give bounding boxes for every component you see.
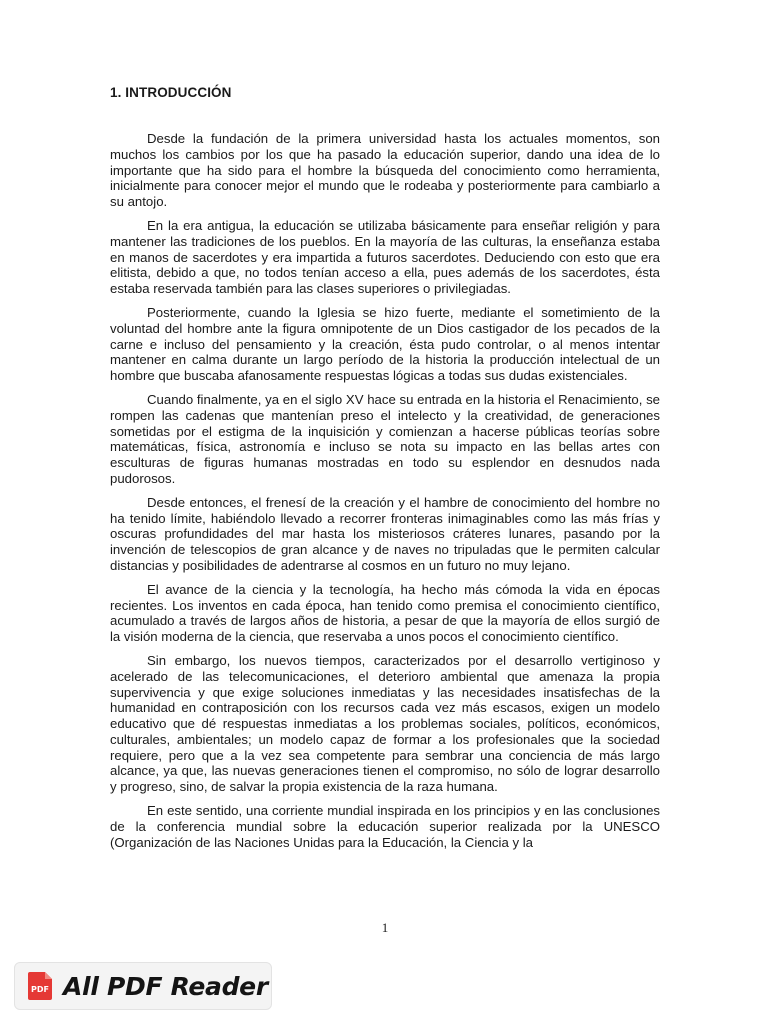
paragraph: Cuando finalmente, ya en el siglo XV hace su entrada en la historia el Renacimiento, se rompen las cadenas que mantenían preso el intelecto y la creatividad, de generaciones sometidas por el estigma de la inquisición y comienzan a hacerse públicas teorías sobre matemáticas, física, astronomía e incluso se nota su impacto en las bellas artes con esculturas de figuras humanas mostradas en todo su esplendor en desnudos nada pudorosos. — [110, 391, 660, 486]
paragraph: Desde la fundación de la primera universidad hasta los actuales momentos, son muchos los cambios por los que ha pasado la educación superior, dando una idea de lo importante que ha sido para el hombre la búsqueda del conocimiento como herramienta, inicialmente para conocer mejor el mundo que le rodeaba y posteriormente para cambiarlo a su antojo. — [110, 131, 660, 210]
paragraph: Desde entonces, el frenesí de la creación y el hambre de conocimiento del hombre no ha tenido límite, habiéndolo llevado a recorrer fronteras inimaginables como las más frías y oscuras profundidades del mar hasta los misteriosos cráteres lunares, pasando por la invención de telescopios de gran alcance y de naves no tripuladas que le permiten calcular distancias y posibilidades de adentrarse al cosmos en un futuro no muy lejano. — [110, 494, 660, 573]
pdf-file-icon — [27, 971, 53, 1001]
page-number: 1 — [381, 920, 389, 935]
paragraph: Posteriormente, cuando la Iglesia se hizo fuerte, mediante el sometimiento de la voluntad del hombre ante la figura omnipotente de un Dios castigador de los pecados de la carne e incluso del pensamiento y la creación, ésta pudo controlar, o al menos intentar mantener en calma durante un largo período de la historia la producción intelectual de un hombre que buscaba afanosamente respuestas lógicas a todas sus dudas existenciales. — [110, 304, 660, 384]
pdf-icon-text: PDF — [31, 985, 49, 994]
app-watermark-badge[interactable] — [14, 962, 272, 1010]
paragraph: En este sentido, una corriente mundial inspirada en los principios y en las conclusiones de la conferencia mundial sobre la educación superior realizada por la UNESCO (Organización de las Naciones Unidas para la Educación, la Ciencia y la — [110, 803, 660, 850]
paragraph: En la era antigua, la educación se utilizaba básicamente para enseñar religión y para mantener las tradiciones de los pueblos. En la mayoría de las culturas, la enseñanza estaba en manos de sacerdotes y era impartida a futuros sacerdotes. Deduciendo con esto que era elitista, debido a que, no todos tenían acceso a ella, pues además de los sacerdotes, ésta estaba reservada también para las clases superiores o privilegiadas. — [110, 217, 660, 297]
paragraph: El avance de la ciencia y la tecnología, ha hecho más cómoda la vida en épocas recientes. Los inventos en cada época, han tenido como premisa el conocimiento científico, acumulado a través de largos años de historia, a pesar de que la mayoría de ellos surgió de la visión moderna de la ciencia, que reservaba a unos pocos el conocimiento científico. — [110, 581, 660, 645]
section-heading: 1. INTRODUCCIÓN — [110, 85, 232, 100]
paragraph: Sin embargo, los nuevos tiempos, caracterizados por el desarrollo vertiginoso y acelerado de las telecomunicaciones, el deterioro ambiental que amenaza la propia supervivencia y que exige soluciones inmediatas y las necesidades insatisfechas de la humanidad en contraposición con los recursos cada vez más escasos, exigen un modelo educativo que dé respuestas inmediatas a los problemas sociales, políticos, económicos, culturales, ambientales; un modelo capaz de formar a los profesionales que la sociedad requiere, pero que a la vez sea competente para sembrar una conciencia de más largo alcance, ya que, las nuevas generaciones tienen el compromiso, no sólo de lograr desarrollo y progreso, sino, de salvar la propia existencia de la raza humana. — [110, 652, 660, 795]
app-name-label: All PDF Reader — [63, 971, 268, 1001]
document-body — [110, 131, 660, 858]
document-page — [110, 0, 660, 960]
